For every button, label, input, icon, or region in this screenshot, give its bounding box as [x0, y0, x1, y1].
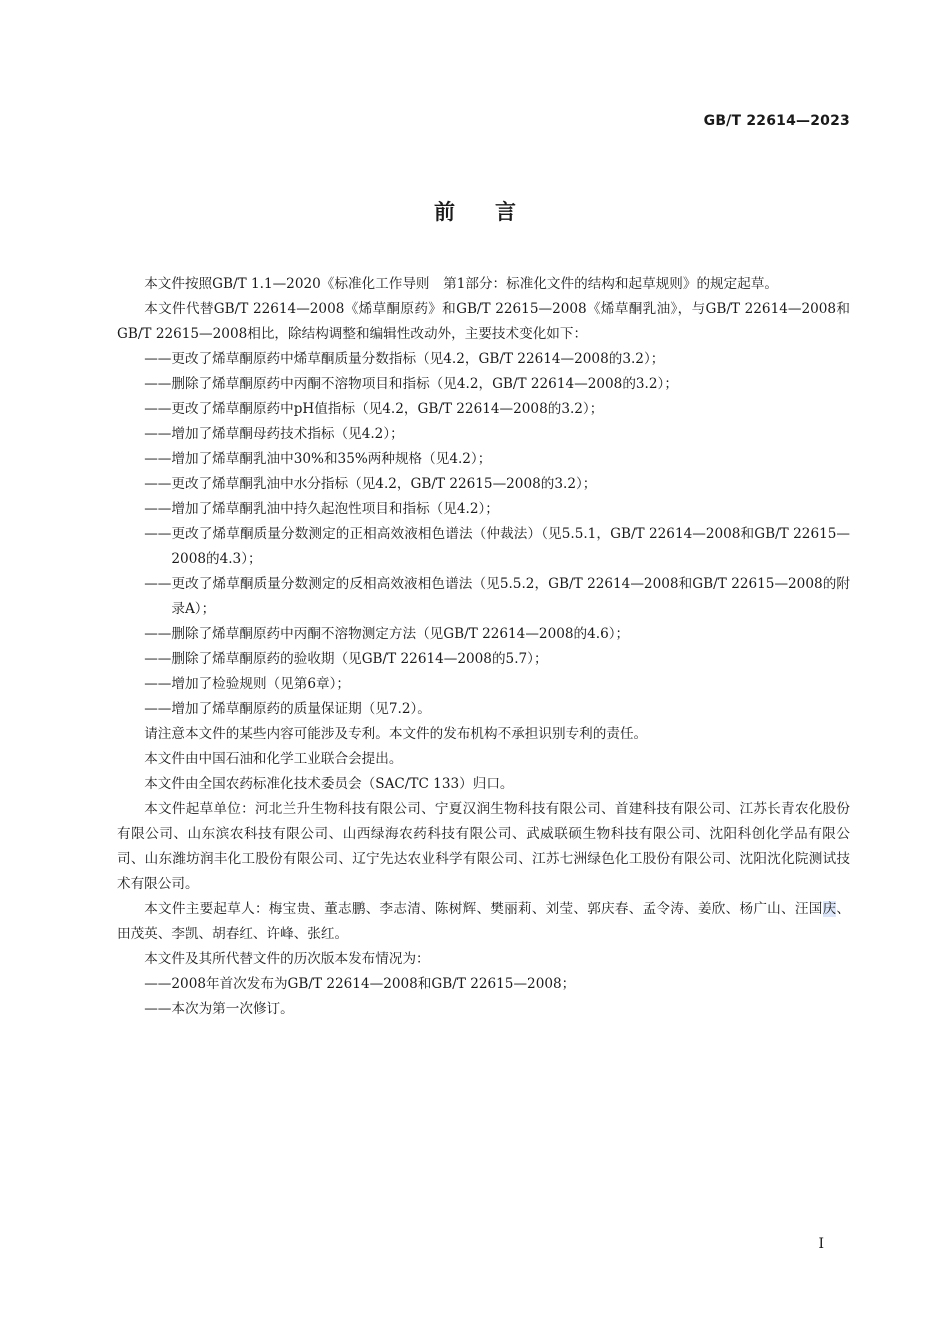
- drafters-text-end: 、田茂英、李凯、胡春红、许峰、张红。: [117, 901, 851, 942]
- page-title: 前言: [434, 200, 556, 224]
- change-item: ——增加了烯草酮原药的质量保证期（见7.2）。: [144, 701, 431, 717]
- proposer-paragraph: 本文件由中国石油和化学工业联合会提出。: [144, 751, 403, 767]
- change-item: ——增加了烯草酮乳油中持久起泡性项目和指标（见4.2）；: [144, 501, 499, 517]
- history-item: ——本次为第一次修订。: [144, 1001, 294, 1017]
- change-item: ——更改了烯草酮质量分数测定的反相高效液相色谱法（见5.5.2，GB/T 22614—2008和GB/T 22615—2008的附录A）；: [144, 576, 850, 617]
- change-item: ——更改了烯草酮原药中pH值指标（见4.2，GB/T 22614—2008的3.2）；: [144, 401, 604, 417]
- version-history-list: [117, 972, 850, 1022]
- drafting-rule-paragraph: 本文件按照GB/T 1.1—2020《标准化工作导则 第1部分：标准化文件的结构和起草规则》的规定起草。: [144, 276, 779, 292]
- drafters-text-start: 本文件主要起草人：梅宝贵、董志鹏、李志清、陈树辉、樊丽莉、刘莹、郭庆春、孟令涛、姜欣、杨广山、汪国: [144, 901, 823, 917]
- drafting-units-paragraph: 本文件起草单位：河北兰升生物科技有限公司、宁夏汉润生物科技有限公司、首建科技有限公司、江苏长青农化股份有限公司、山东滨农科技有限公司、山西绿海农药科技有限公司、武威联硕生物科技有限公司、沈阳科创化学品有限公司、山东潍坊润丰化工股份有限公司、辽宁先达农业科学有限公司、江苏七洲绿色化工股份有限公司、沈阳沈化院测试技术有限公司。: [117, 801, 850, 892]
- change-item: ——删除了烯草酮原药中丙酮不溶物测定方法（见GB/T 22614—2008的4.6）；: [144, 626, 630, 642]
- change-item: ——删除了烯草酮原药中丙酮不溶物项目和指标（见4.2，GB/T 22614—2008的3.2）；: [144, 376, 678, 392]
- page-number: I: [818, 1236, 824, 1252]
- change-item: ——更改了烯草酮原药中烯草酮质量分数指标（见4.2，GB/T 22614—2008的3.2）；: [144, 351, 665, 367]
- change-item: ——增加了检验规则（见第6章）；: [144, 676, 350, 692]
- change-item: ——更改了烯草酮乳油中水分指标（见4.2，GB/T 22615—2008的3.2）；: [144, 476, 597, 492]
- standard-number: GB/T 22614—2023: [703, 113, 850, 129]
- change-item: ——更改了烯草酮质量分数测定的正相高效液相色谱法（仲裁法）（见5.5.1，GB/T 22614—2008和GB/T 22615—2008的4.3）；: [144, 526, 850, 567]
- committee-paragraph: 本文件由全国农药标准化技术委员会（SAC/TC 133）归口。: [144, 776, 514, 792]
- change-item: ——增加了烯草酮母药技术指标（见4.2）；: [144, 426, 404, 442]
- history-item: ——2008年首次发布为GB/T 22614—2008和GB/T 22615—2008；: [144, 976, 576, 992]
- document-body: [117, 272, 850, 1022]
- history-paragraph: 本文件及其所代替文件的历次版本发布情况为：: [144, 951, 430, 967]
- replacement-paragraph: 本文件代替GB/T 22614—2008《烯草酮原药》和GB/T 22615—2008《烯草酮乳油》，与GB/T 22614—2008和GB/T 22615—2008相比，除结构调整和编辑性改动外，主要技术变化如下：: [117, 301, 850, 342]
- change-item: ——删除了烯草酮原药的验收期（见GB/T 22614—2008的5.7）；: [144, 651, 548, 667]
- highlighted-character: 庆: [822, 901, 837, 917]
- drafters-paragraph: [117, 897, 850, 947]
- technical-changes-list: [117, 347, 850, 722]
- change-item: ——增加了烯草酮乳油中30%和35%两种规格（见4.2）；: [144, 451, 492, 467]
- patent-notice-paragraph: 请注意本文件的某些内容可能涉及专利。本文件的发布机构不承担识别专利的责任。: [144, 726, 648, 742]
